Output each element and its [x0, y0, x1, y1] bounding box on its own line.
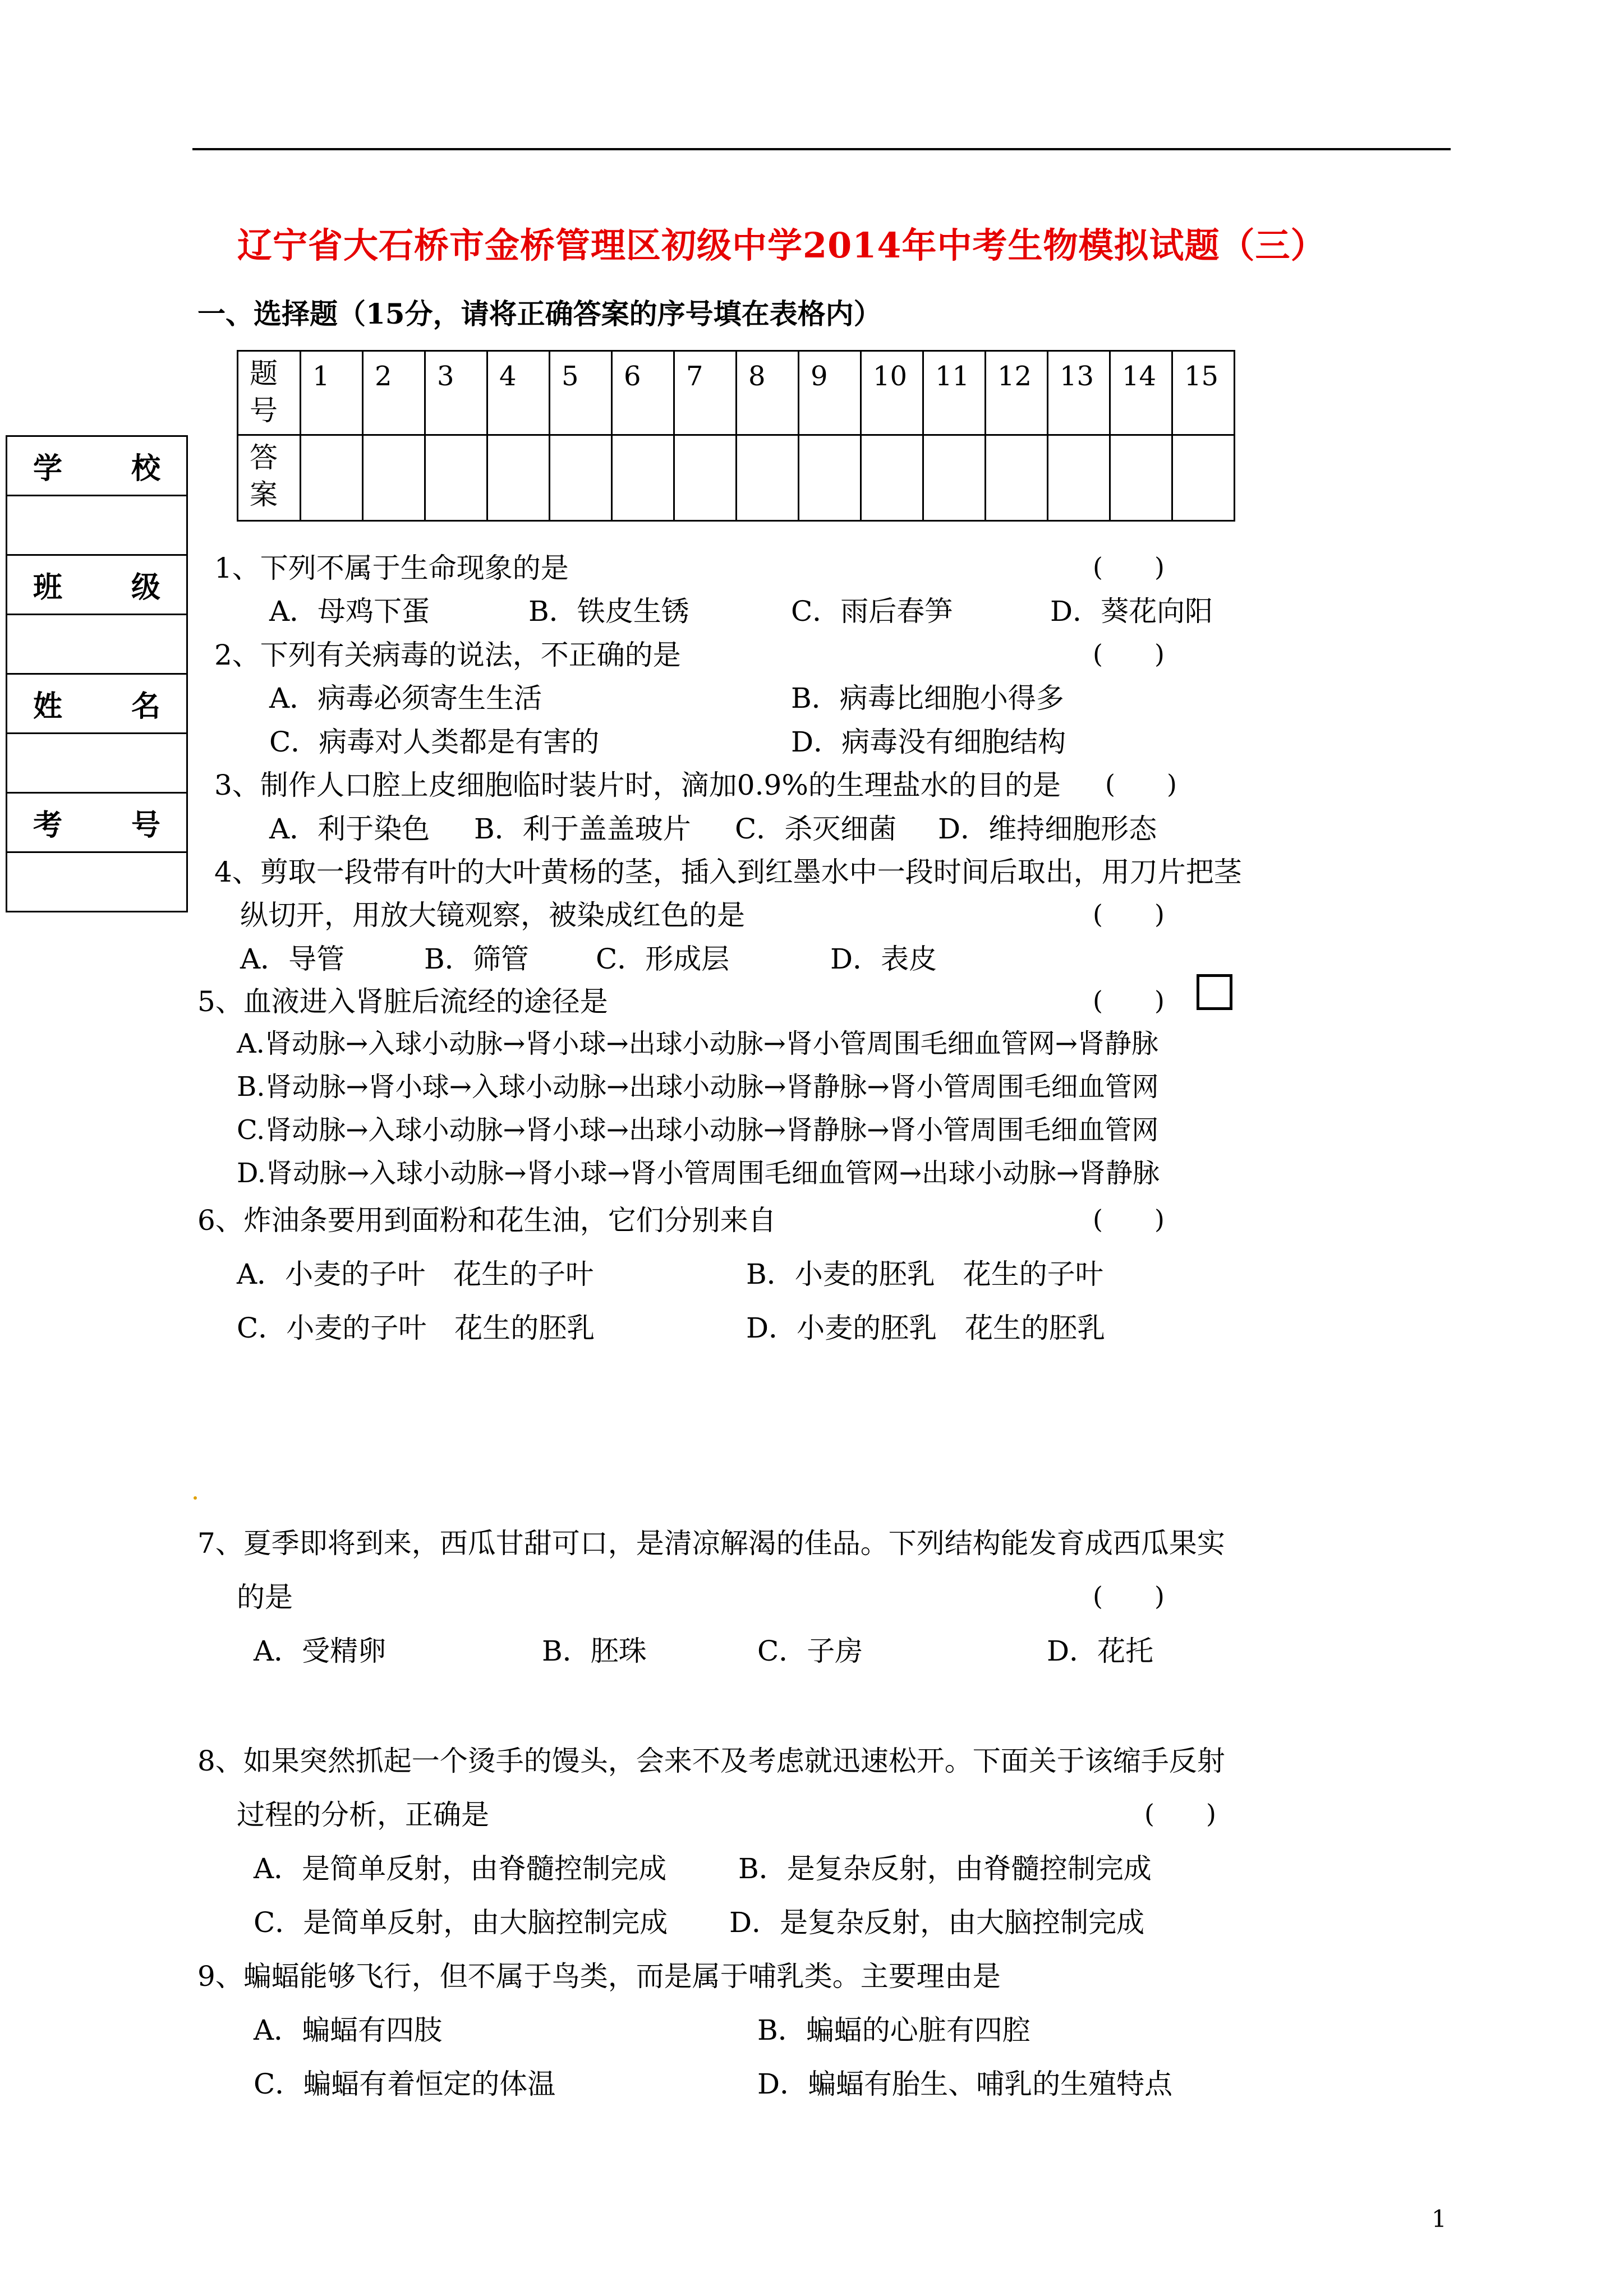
q5-option-b: B.肾动脉→肾小球→入球小动脉→出球小动脉→肾静脉→肾小管周围毛细血管网 — [237, 1071, 1159, 1103]
section-heading: 一、选择题（15分，请将正确答案的序号填在表格内） — [197, 297, 882, 330]
q9-option-b: B．蝙蝠的心脏有四腔 — [757, 2014, 1030, 2046]
question-7-stem-cont: 的是 — [237, 1581, 293, 1613]
answer-cell-8[interactable] — [737, 435, 799, 521]
q6-option-d: D．小麦的胚乳 花生的胚乳 — [746, 1312, 1106, 1344]
grid-number: 7 — [674, 351, 737, 435]
question-4-stem: 4、剪取一段带有叶的大叶黄杨的茎，插入到红墨水中一段时间后取出，用刀片把茎 — [214, 856, 1242, 888]
q5-option-d: D.肾动脉→入球小动脉→肾小球→肾小管周围毛细血管网→出球小动脉→肾静脉 — [237, 1158, 1160, 1189]
q2-option-b: B．病毒比细胞小得多 — [791, 682, 1064, 714]
question-4-stem-cont: 纵切开，用放大镜观察，被染成红色的是 — [240, 899, 745, 932]
page-title: 辽宁省大石桥市金桥管理区初级中学2014年中考生物模拟试题（三） — [237, 225, 1326, 266]
question-7-stem: 7、夏季即将到来，西瓜甘甜可口，是清凉解渴的佳品。下列结构能发育成西瓜果实 — [197, 1527, 1225, 1560]
grid-number: 9 — [799, 351, 861, 435]
grid-answer-row — [238, 435, 1235, 521]
q4-option-a: A．导管 — [240, 943, 345, 975]
grid-number: 15 — [1172, 351, 1235, 435]
q3-option-c: C．杀灭细菌 — [735, 813, 897, 845]
answer-cell-1[interactable] — [301, 435, 363, 521]
question-9-stem: 9、蝙蝠能够飞行，但不属于鸟类，而是属于哺乳类。主要理由是 — [197, 1960, 1001, 1993]
q5-option-c: C.肾动脉→入球小动脉→肾小球→出球小动脉→肾静脉→肾小管周围毛细血管网 — [237, 1114, 1159, 1146]
q5-option-a: A.肾动脉→入球小动脉→肾小球→出球小动脉→肾小管周围毛细血管网→肾静脉 — [237, 1028, 1159, 1059]
q9-option-d: D．蝙蝠有胎生、哺乳的生殖特点 — [757, 2068, 1173, 2100]
answer-cell-13[interactable] — [1048, 435, 1110, 521]
q1-option-b: B．铁皮生锈 — [528, 595, 689, 628]
answer-blank[interactable]: ( ) — [1093, 552, 1165, 582]
question-5-stem: 5、血液进入肾脏后流经的途径是 — [197, 985, 608, 1018]
name-field[interactable] — [7, 734, 187, 793]
q9-option-a: A．蝙蝠有四肢 — [254, 2014, 443, 2046]
q7-option-c: C．子房 — [757, 1635, 863, 1667]
grid-number: 3 — [425, 351, 487, 435]
class-field[interactable] — [7, 615, 187, 674]
q4-option-b: B．筛管 — [424, 943, 529, 975]
q2-option-a: A．病毒必须寄生生活 — [269, 682, 542, 714]
answer-blank[interactable]: ( ) — [1093, 1581, 1165, 1611]
q3-option-d: D．维持细胞形态 — [938, 813, 1157, 845]
answer-cell-6[interactable] — [612, 435, 674, 521]
school-label: 学 校 — [7, 436, 187, 496]
exam-number-label: 考 号 — [7, 793, 187, 852]
grid-number: 12 — [986, 351, 1048, 435]
q6-option-c: C．小麦的子叶 花生的胚乳 — [237, 1312, 595, 1344]
answer-blank[interactable]: ( ) — [1093, 639, 1165, 669]
grid-number: 6 — [612, 351, 674, 435]
grid-number-row — [238, 351, 1235, 435]
grid-row-header: 题 号 — [238, 351, 301, 435]
question-2-stem: 2、下列有关病毒的说法，不正确的是 — [214, 639, 681, 671]
q7-option-d: D．花托 — [1047, 1635, 1154, 1667]
answer-cell-10[interactable] — [861, 435, 923, 521]
q1-option-c: C．雨后春笋 — [791, 595, 953, 628]
q4-option-d: D．表皮 — [830, 943, 937, 975]
grid-number: 5 — [550, 351, 612, 435]
q2-option-c: C．病毒对人类都是有害的 — [269, 726, 600, 758]
checkbox-square[interactable] — [1197, 974, 1232, 1010]
q9-option-c: C．蝙蝠有着恒定的体温 — [254, 2068, 556, 2100]
answer-cell-15[interactable] — [1172, 435, 1235, 521]
q7-option-b: B．胚珠 — [542, 1635, 647, 1667]
answer-cell-11[interactable] — [923, 435, 986, 521]
name-label: 姓 名 — [7, 674, 187, 734]
answer-cell-3[interactable] — [425, 435, 487, 521]
stray-mark — [194, 1496, 197, 1500]
grid-number: 4 — [487, 351, 550, 435]
q4-option-c: C．形成层 — [596, 943, 730, 975]
grid-number: 11 — [923, 351, 986, 435]
question-6-stem: 6、炸油条要用到面粉和花生油，它们分别来自 — [197, 1204, 776, 1237]
page-number: 1 — [1432, 2205, 1447, 2233]
q1-option-a: A．母鸡下蛋 — [269, 595, 430, 628]
q3-option-b: B．利于盖盖玻片 — [474, 813, 691, 845]
answer-blank[interactable]: ( ) — [1093, 1204, 1165, 1234]
grid-number: 1 — [301, 351, 363, 435]
answer-blank[interactable]: ( ) — [1144, 1799, 1216, 1829]
question-8-stem: 8、如果突然抓起一个烫手的馒头，会来不及考虑就迅速松开。下面关于该缩手反射 — [197, 1745, 1225, 1777]
q1-option-d: D．葵花向阳 — [1050, 595, 1213, 628]
class-label: 班 级 — [7, 555, 187, 615]
q6-option-a: A．小麦的子叶 花生的子叶 — [237, 1258, 594, 1290]
q6-option-b: B．小麦的胚乳 花生的子叶 — [746, 1258, 1103, 1290]
school-field[interactable] — [7, 496, 187, 555]
q7-option-a: A．受精卵 — [254, 1635, 387, 1667]
student-info-box — [6, 435, 188, 912]
answer-cell-5[interactable] — [550, 435, 612, 521]
answer-grid — [237, 350, 1235, 522]
q2-option-d: D．病毒没有细胞结构 — [791, 726, 1066, 758]
answer-blank[interactable]: ( ) — [1105, 769, 1177, 799]
question-3-stem: 3、制作人口腔上皮细胞临时装片时，滴加0.9%的生理盐水的目的是 — [214, 769, 1061, 801]
answer-cell-4[interactable] — [487, 435, 550, 521]
answer-blank[interactable]: ( ) — [1093, 985, 1165, 1016]
q8-option-c: C．是简单反射，由大脑控制完成 — [254, 1906, 668, 1939]
question-1-stem: 1、下列不属于生命现象的是 — [214, 552, 569, 584]
answer-cell-2[interactable] — [363, 435, 425, 521]
grid-number: 13 — [1048, 351, 1110, 435]
question-8-stem-cont: 过程的分析，正确是 — [237, 1799, 489, 1831]
answer-cell-14[interactable] — [1110, 435, 1172, 521]
exam-number-field[interactable] — [7, 852, 187, 912]
q8-option-a: A．是简单反射，由脊髓控制完成 — [254, 1852, 667, 1885]
answer-cell-9[interactable] — [799, 435, 861, 521]
grid-number: 14 — [1110, 351, 1172, 435]
answer-cell-7[interactable] — [674, 435, 737, 521]
q8-option-b: B．是复杂反射，由脊髓控制完成 — [738, 1852, 1152, 1885]
grid-number: 2 — [363, 351, 425, 435]
answer-cell-12[interactable] — [986, 435, 1048, 521]
grid-number: 8 — [737, 351, 799, 435]
header-rule — [192, 148, 1451, 150]
grid-row-header: 答 案 — [238, 435, 301, 521]
answer-blank[interactable]: ( ) — [1093, 899, 1165, 929]
q8-option-d: D．是复杂反射，由大脑控制完成 — [729, 1906, 1145, 1939]
grid-number: 10 — [861, 351, 923, 435]
q3-option-a: A．利于染色 — [269, 813, 430, 845]
